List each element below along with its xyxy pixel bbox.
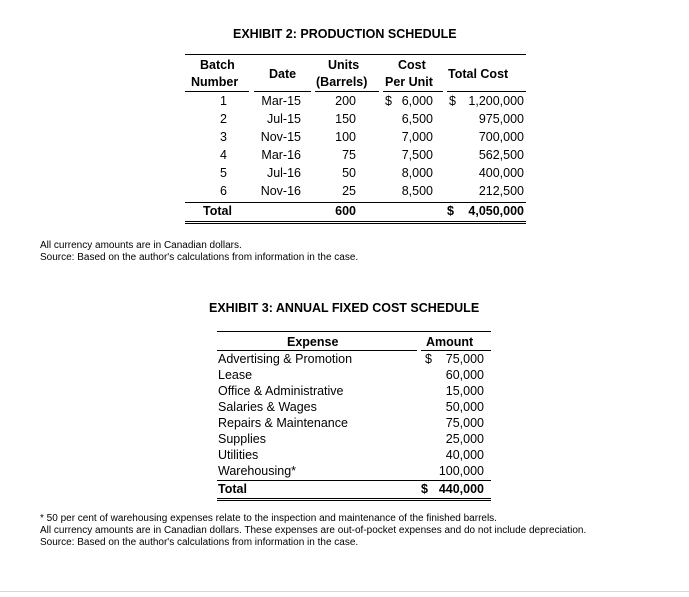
- cell-cost: 7,500: [401, 148, 433, 162]
- cell-batch: 4: [220, 148, 227, 162]
- table-top-rule: [217, 331, 491, 332]
- total-cost: 4,050,000: [468, 204, 524, 218]
- header-rule: [315, 91, 379, 92]
- total-currency: $: [421, 482, 428, 496]
- cell-units: 75: [342, 148, 356, 162]
- total-double-rule: [185, 223, 526, 224]
- cell-amount: 25,000: [445, 432, 484, 446]
- cell-total-currency: $: [449, 94, 456, 108]
- cell-total: 1,200,000: [468, 94, 524, 108]
- cell-total: 562,500: [478, 148, 524, 162]
- cell-cost: 6,500: [401, 112, 433, 126]
- exhibit3-title: EXHIBIT 3: ANNUAL FIXED COST SCHEDULE: [209, 301, 480, 315]
- header-rule: [217, 350, 417, 351]
- table-row: [185, 166, 526, 184]
- total-label: Total: [218, 482, 247, 496]
- header-date: Date: [269, 67, 297, 81]
- table-row: [185, 184, 526, 202]
- table-row: [185, 94, 526, 112]
- header-rule: [185, 91, 249, 92]
- cell-units: 150: [335, 112, 356, 126]
- total-label: Total: [203, 204, 232, 218]
- table-row: [185, 130, 526, 148]
- header-total-cost: Total Cost: [448, 67, 509, 81]
- cell-units: 25: [342, 184, 356, 198]
- cell-units: 100: [335, 130, 356, 144]
- table-row: [213, 464, 491, 480]
- table-row: [185, 112, 526, 130]
- cell-cost-currency: $: [385, 94, 392, 108]
- table-row: [213, 352, 491, 368]
- total-row: [213, 482, 491, 498]
- table-row: [213, 384, 491, 400]
- cell-total: 212,500: [478, 184, 524, 198]
- exhibit2-note-currency: All currency amounts are in Canadian dollars.: [40, 240, 242, 251]
- header-per-unit: Per Unit: [385, 75, 433, 89]
- cell-expense: Repairs & Maintenance: [218, 416, 348, 430]
- total-amount: 440,000: [438, 482, 484, 496]
- cell-cost: 8,000: [401, 166, 433, 180]
- total-rule: [185, 221, 526, 222]
- total-units: 600: [335, 204, 356, 218]
- cell-batch: 3: [220, 130, 227, 144]
- subtotal-rule: [217, 480, 491, 481]
- page-edge-divider: [0, 591, 689, 592]
- cell-expense: Utilities: [218, 448, 259, 462]
- cell-total: 700,000: [478, 130, 524, 144]
- total-rule: [217, 498, 491, 499]
- header-rule: [383, 91, 443, 92]
- header-rule: [254, 91, 311, 92]
- cell-total: 400,000: [478, 166, 524, 180]
- header-rule: [421, 350, 491, 351]
- cell-batch: 1: [220, 94, 227, 108]
- header-units: Units: [328, 58, 360, 72]
- cell-date: Mar-16: [261, 148, 301, 162]
- header-expense: Expense: [287, 335, 339, 349]
- header-rule: [447, 91, 526, 92]
- header-barrels: (Barrels): [316, 75, 368, 89]
- cell-amount: 75,000: [445, 352, 484, 366]
- cell-amount: 100,000: [438, 464, 484, 478]
- cell-expense: Advertising & Promotion: [218, 352, 353, 366]
- cell-amount: 75,000: [445, 416, 484, 430]
- exhibit2-title: EXHIBIT 2: PRODUCTION SCHEDULE: [233, 27, 457, 41]
- cell-expense: Supplies: [218, 432, 266, 446]
- cell-expense: Lease: [218, 368, 253, 382]
- cell-units: 200: [335, 94, 356, 108]
- cell-cost: 6,000: [401, 94, 433, 108]
- cell-amount-currency: $: [425, 352, 432, 366]
- header-batch: Batch: [200, 58, 235, 72]
- exhibit3-note-source: Source: Based on the author's calculations from information in the case.: [40, 537, 359, 548]
- cell-date: Jul-16: [266, 166, 301, 180]
- total-row: [185, 204, 526, 222]
- subtotal-rule: [185, 202, 526, 203]
- table-row: [213, 416, 491, 432]
- cell-batch: 6: [220, 184, 227, 198]
- table-row: [213, 432, 491, 448]
- table-row: [185, 148, 526, 166]
- cell-batch: 2: [220, 112, 227, 126]
- cell-date: Mar-15: [261, 94, 301, 108]
- cell-amount: 60,000: [445, 368, 484, 382]
- cell-cost: 7,000: [401, 130, 433, 144]
- table-row: [213, 368, 491, 384]
- cell-units: 50: [342, 166, 356, 180]
- table-row: [213, 448, 491, 464]
- cell-date: Jul-15: [266, 112, 301, 126]
- cell-total: 975,000: [478, 112, 524, 126]
- header-number: Number: [191, 75, 239, 89]
- cell-amount: 40,000: [445, 448, 484, 462]
- cell-expense: Warehousing*: [218, 464, 297, 478]
- total-currency: $: [447, 204, 454, 218]
- cell-expense: Office & Administrative: [218, 384, 344, 398]
- table-row: [213, 400, 491, 416]
- cell-amount: 50,000: [445, 400, 484, 414]
- total-double-rule: [217, 500, 491, 501]
- exhibit2-note-source: Source: Based on the author's calculations from information in the case.: [40, 252, 359, 263]
- cell-date: Nov-15: [260, 130, 301, 144]
- exhibit3-note-currency: All currency amounts are in Canadian dollars. These expenses are out-of-pocket expenses and do not include depreciation.: [40, 525, 587, 536]
- exhibit3-note-warehousing: * 50 per cent of warehousing expenses relate to the inspection and maintenance of the finished barrels.: [40, 513, 497, 524]
- cell-amount: 15,000: [445, 384, 484, 398]
- cell-expense: Salaries & Wages: [218, 400, 317, 414]
- cell-cost: 8,500: [401, 184, 433, 198]
- header-cost: Cost: [398, 58, 426, 72]
- table-top-rule: [185, 54, 526, 55]
- header-amount: Amount: [426, 335, 474, 349]
- cell-date: Nov-16: [260, 184, 301, 198]
- cell-batch: 5: [220, 166, 227, 180]
